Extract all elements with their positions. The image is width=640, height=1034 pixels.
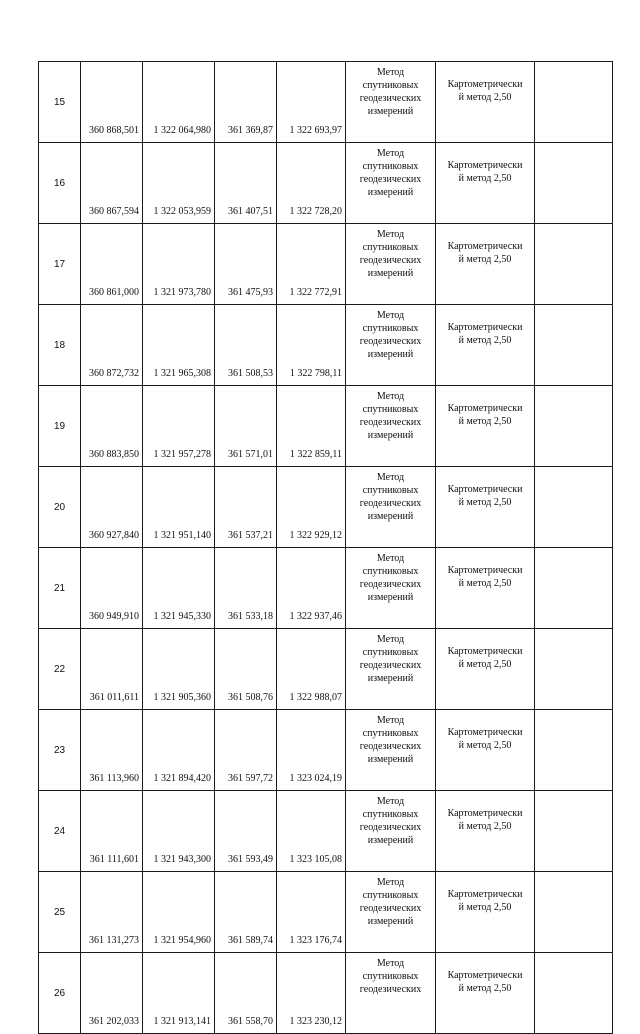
method-cell: Метод спутниковых геодезических измерений (346, 62, 436, 143)
x-old-cell: 360 861,000 (81, 224, 143, 305)
x-old-cell: 360 949,910 (81, 548, 143, 629)
point-number-cell: 16 (39, 143, 81, 224)
table-row (39, 548, 613, 629)
empty-cell (535, 872, 613, 953)
method-cell: Метод спутниковых геодезических измерений (346, 872, 436, 953)
x-new-cell: 361 589,74 (215, 872, 277, 953)
x-new-cell: 361 407,51 (215, 143, 277, 224)
y-new-cell: 1 322 798,11 (277, 305, 346, 386)
y-new-cell: 1 322 929,12 (277, 467, 346, 548)
coordinates-table (38, 61, 613, 1034)
x-new-cell: 361 597,72 (215, 710, 277, 791)
empty-cell (535, 629, 613, 710)
method-cell: Метод спутниковых геодезических измерений (346, 143, 436, 224)
table-row (39, 467, 613, 548)
method-cell: Метод спутниковых геодезических измерений (346, 386, 436, 467)
x-new-cell: 361 593,49 (215, 791, 277, 872)
y-old-cell: 1 321 894,420 (143, 710, 215, 791)
table-body (39, 62, 613, 1034)
point-number-cell: 23 (39, 710, 81, 791)
x-new-cell: 361 537,21 (215, 467, 277, 548)
table-row (39, 872, 613, 953)
x-old-cell: 361 011,611 (81, 629, 143, 710)
accuracy-cell: Картометрически й метод 2,50 (436, 791, 535, 872)
point-number-cell: 19 (39, 386, 81, 467)
x-new-cell: 361 508,53 (215, 305, 277, 386)
y-old-cell: 1 321 951,140 (143, 467, 215, 548)
point-number-cell: 21 (39, 548, 81, 629)
y-new-cell: 1 322 988,07 (277, 629, 346, 710)
x-old-cell: 361 111,601 (81, 791, 143, 872)
x-new-cell: 361 571,01 (215, 386, 277, 467)
y-old-cell: 1 321 973,780 (143, 224, 215, 305)
y-new-cell: 1 323 176,74 (277, 872, 346, 953)
empty-cell (535, 953, 613, 1034)
method-cell: Метод спутниковых геодезических (346, 953, 436, 1034)
y-old-cell: 1 321 943,300 (143, 791, 215, 872)
point-number-cell: 25 (39, 872, 81, 953)
y-old-cell: 1 322 064,980 (143, 62, 215, 143)
point-number-cell: 26 (39, 953, 81, 1034)
accuracy-cell: Картометрически й метод 2,50 (436, 953, 535, 1034)
y-old-cell: 1 321 905,360 (143, 629, 215, 710)
x-old-cell: 361 113,960 (81, 710, 143, 791)
method-cell: Метод спутниковых геодезических измерений (346, 710, 436, 791)
empty-cell (535, 62, 613, 143)
x-new-cell: 361 369,87 (215, 62, 277, 143)
empty-cell (535, 548, 613, 629)
point-number-cell: 22 (39, 629, 81, 710)
accuracy-cell: Картометрически й метод 2,50 (436, 872, 535, 953)
y-new-cell: 1 323 105,08 (277, 791, 346, 872)
accuracy-cell: Картометрически й метод 2,50 (436, 143, 535, 224)
x-new-cell: 361 508,76 (215, 629, 277, 710)
x-new-cell: 361 475,93 (215, 224, 277, 305)
y-old-cell: 1 321 954,960 (143, 872, 215, 953)
x-old-cell: 360 883,850 (81, 386, 143, 467)
accuracy-cell: Картометрически й метод 2,50 (436, 548, 535, 629)
empty-cell (535, 224, 613, 305)
accuracy-cell: Картометрически й метод 2,50 (436, 629, 535, 710)
point-number-cell: 15 (39, 62, 81, 143)
method-cell: Метод спутниковых геодезических измерений (346, 224, 436, 305)
x-old-cell: 360 868,501 (81, 62, 143, 143)
y-new-cell: 1 322 693,97 (277, 62, 346, 143)
accuracy-cell: Картометрически й метод 2,50 (436, 224, 535, 305)
table-row (39, 386, 613, 467)
x-old-cell: 361 131,273 (81, 872, 143, 953)
accuracy-cell: Картометрически й метод 2,50 (436, 467, 535, 548)
point-number-cell: 17 (39, 224, 81, 305)
x-old-cell: 361 202,033 (81, 953, 143, 1034)
y-old-cell: 1 321 965,308 (143, 305, 215, 386)
method-cell: Метод спутниковых геодезических измерений (346, 629, 436, 710)
y-new-cell: 1 322 859,11 (277, 386, 346, 467)
y-old-cell: 1 321 957,278 (143, 386, 215, 467)
x-old-cell: 360 927,840 (81, 467, 143, 548)
y-old-cell: 1 321 913,141 (143, 953, 215, 1034)
table-row (39, 629, 613, 710)
table-row (39, 224, 613, 305)
y-new-cell: 1 322 772,91 (277, 224, 346, 305)
y-new-cell: 1 323 024,19 (277, 710, 346, 791)
method-cell: Метод спутниковых геодезических измерений (346, 791, 436, 872)
table-row (39, 62, 613, 143)
point-number-cell: 18 (39, 305, 81, 386)
x-new-cell: 361 533,18 (215, 548, 277, 629)
y-old-cell: 1 321 945,330 (143, 548, 215, 629)
table-row (39, 710, 613, 791)
empty-cell (535, 467, 613, 548)
empty-cell (535, 143, 613, 224)
accuracy-cell: Картометрически й метод 2,50 (436, 710, 535, 791)
table-row (39, 791, 613, 872)
accuracy-cell: Картометрически й метод 2,50 (436, 62, 535, 143)
empty-cell (535, 791, 613, 872)
y-new-cell: 1 322 937,46 (277, 548, 346, 629)
x-new-cell: 361 558,70 (215, 953, 277, 1034)
table-row (39, 143, 613, 224)
x-old-cell: 360 872,732 (81, 305, 143, 386)
empty-cell (535, 386, 613, 467)
method-cell: Метод спутниковых геодезических измерений (346, 548, 436, 629)
accuracy-cell: Картометрически й метод 2,50 (436, 386, 535, 467)
point-number-cell: 24 (39, 791, 81, 872)
empty-cell (535, 710, 613, 791)
table-row (39, 953, 613, 1034)
x-old-cell: 360 867,594 (81, 143, 143, 224)
empty-cell (535, 305, 613, 386)
table-row (39, 305, 613, 386)
accuracy-cell: Картометрически й метод 2,50 (436, 305, 535, 386)
method-cell: Метод спутниковых геодезических измерений (346, 467, 436, 548)
y-new-cell: 1 323 230,12 (277, 953, 346, 1034)
y-new-cell: 1 322 728,20 (277, 143, 346, 224)
method-cell: Метод спутниковых геодезических измерений (346, 305, 436, 386)
y-old-cell: 1 322 053,959 (143, 143, 215, 224)
point-number-cell: 20 (39, 467, 81, 548)
